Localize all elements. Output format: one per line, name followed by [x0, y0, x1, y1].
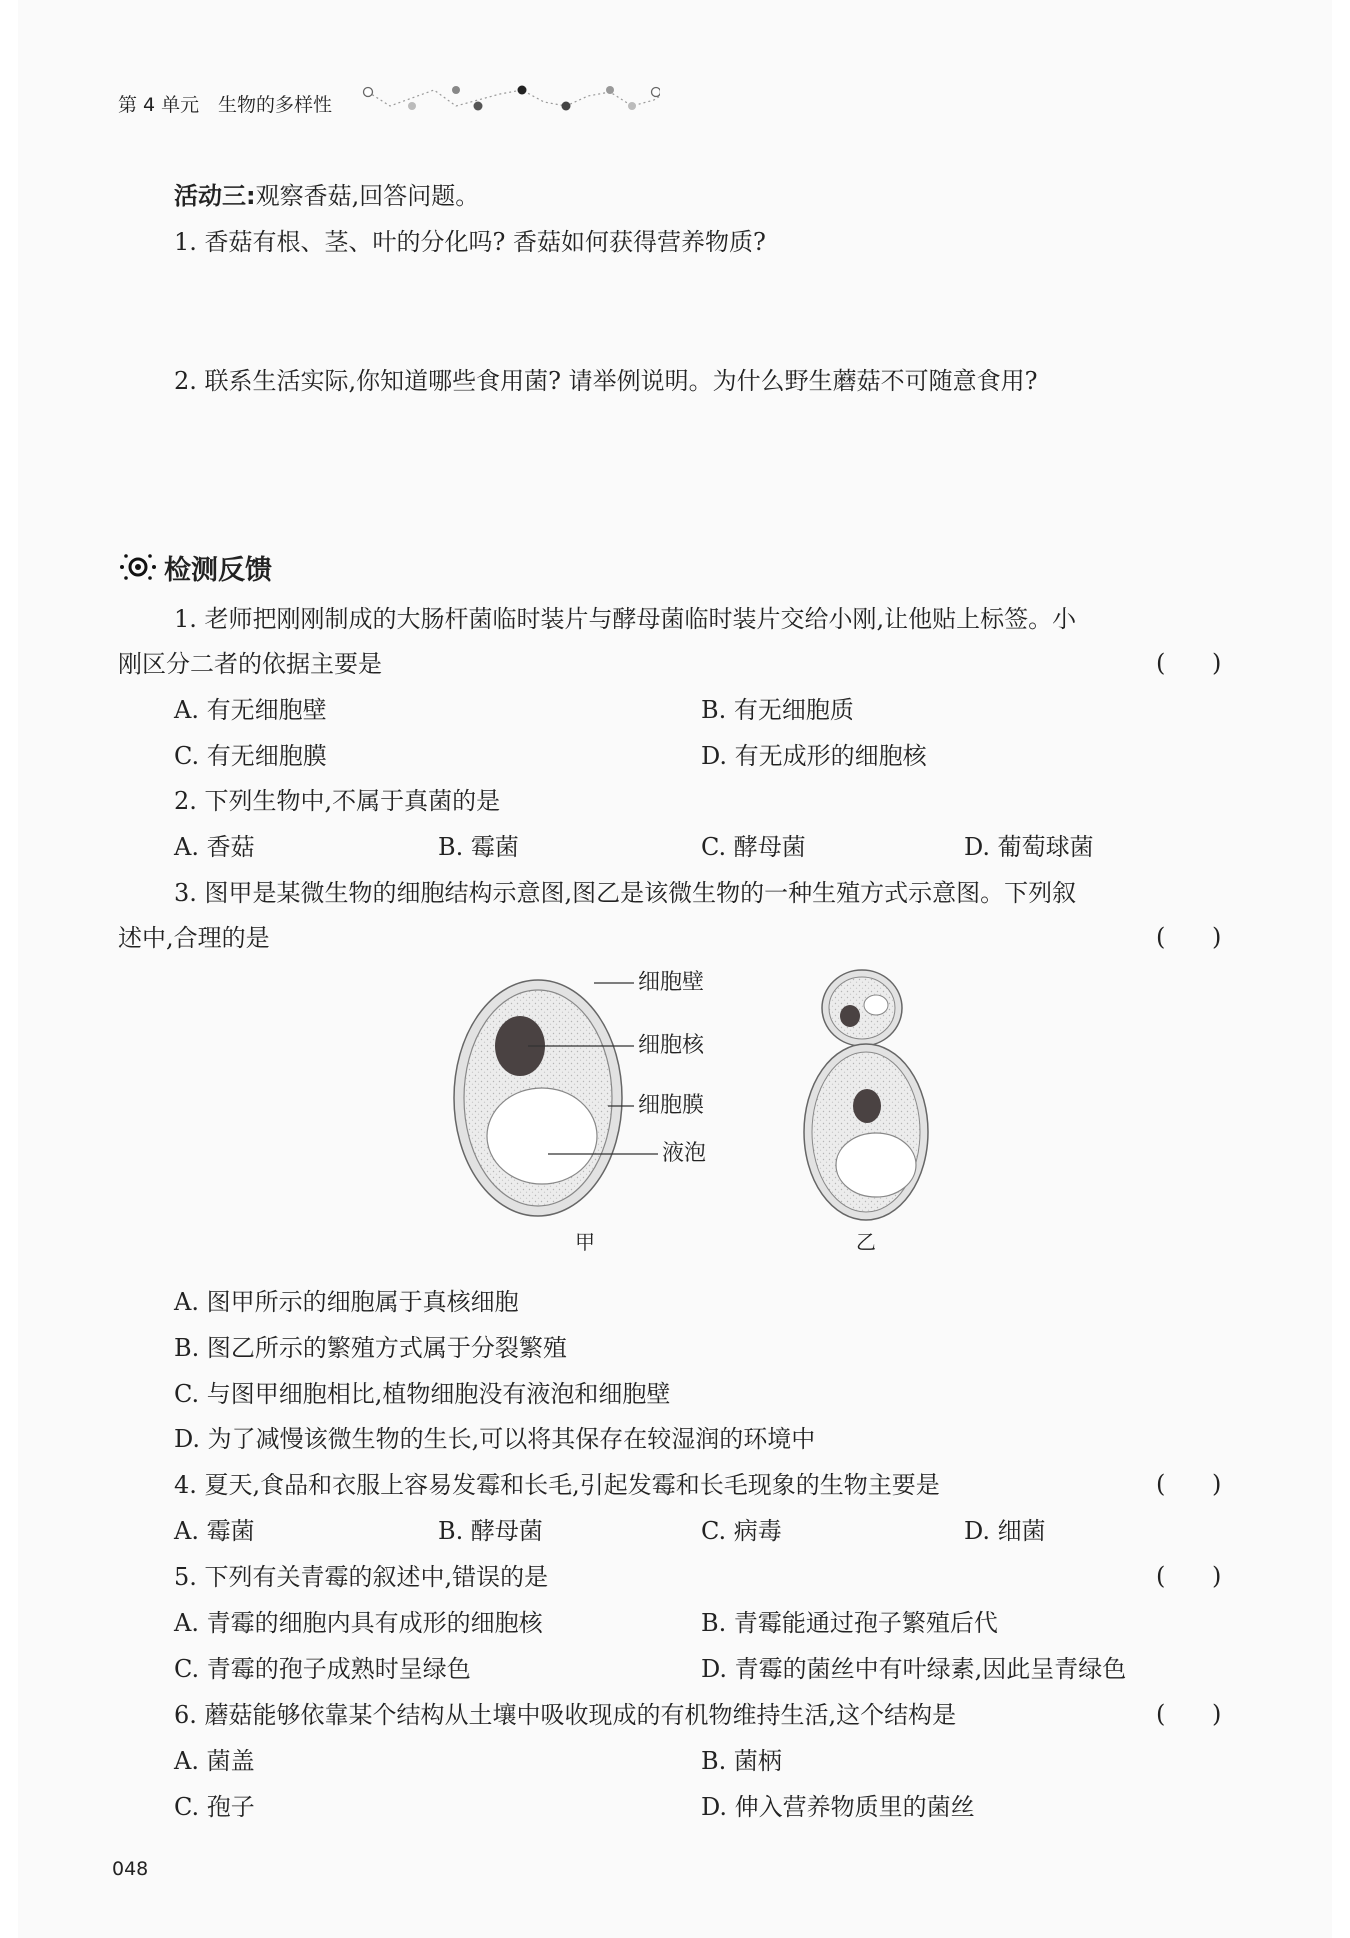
section-title-feedback: 检测反馈	[164, 555, 272, 586]
answer-paren-q4	[1156, 1470, 1268, 1498]
answer-paren-q5	[1156, 1562, 1268, 1590]
label-vacuole: 液泡	[662, 1141, 707, 1166]
paren-close: )	[1212, 1700, 1222, 1728]
cell-jia	[454, 980, 658, 1216]
q1-option-d: D. 有无成形的细胞核	[701, 742, 927, 770]
paren-open: (	[1156, 649, 1166, 677]
q1-option-b: B. 有无细胞质	[701, 696, 854, 724]
paren-close: )	[1212, 923, 1222, 951]
activity3-heading-rest: 观察香菇,回答问题。	[255, 182, 480, 210]
header-dots-decoration	[360, 78, 660, 118]
vacuole	[487, 1088, 597, 1184]
feedback-q1-line2: 刚区分二者的依据主要是	[118, 650, 382, 678]
paren-close: )	[1212, 649, 1222, 677]
paren-open: (	[1156, 1562, 1166, 1590]
feedback-q5-stem: 5. 下列有关青霉的叙述中,错误的是	[174, 1563, 549, 1591]
answer-paren-q3	[1156, 923, 1268, 951]
activity3-question-2: 2. 联系生活实际,你知道哪些食用菌? 请举例说明。为什么野生蘑菇不可随意食用?	[174, 367, 1038, 395]
answer-paren-q6	[1156, 1700, 1268, 1728]
answer-paren-q1	[1156, 649, 1268, 677]
q3-option-b: B. 图乙所示的繁殖方式属于分裂繁殖	[174, 1334, 567, 1362]
feedback-q6-stem: 6. 蘑菇能够依靠某个结构从土壤中吸收现成的有机物维持生活,这个结构是	[174, 1701, 957, 1729]
q4-option-d: D. 细菌	[964, 1517, 1046, 1545]
activity3-heading-bold: 活动三:	[174, 182, 256, 210]
q1-option-a: A. 有无细胞壁	[174, 696, 327, 724]
paren-open: (	[1156, 1470, 1166, 1498]
q3-option-c: C. 与图甲细胞相比,植物细胞没有液泡和细胞壁	[174, 1380, 671, 1408]
activity3-heading	[174, 181, 479, 211]
activity3-question-1: 1. 香菇有根、茎、叶的分化吗? 香菇如何获得营养物质?	[174, 228, 766, 256]
q6-option-a: A. 菌盖	[174, 1747, 255, 1775]
q2-option-b: B. 霉菌	[438, 833, 519, 861]
q4-option-c: C. 病毒	[701, 1517, 782, 1545]
label-nucleus: 细胞核	[638, 1033, 705, 1058]
q5-option-b: B. 青霉能通过孢子繁殖后代	[701, 1609, 998, 1637]
caption-yi: 乙	[856, 1230, 876, 1254]
feedback-q3-line1: 3. 图甲是某微生物的细胞结构示意图,图乙是该微生物的一种生殖方式示意图。下列叙	[174, 879, 1077, 907]
q4-option-b: B. 酵母菌	[438, 1517, 543, 1545]
label-membrane: 细胞膜	[638, 1093, 705, 1118]
q6-option-c: C. 孢子	[174, 1793, 255, 1821]
q5-option-a: A. 青霉的细胞内具有成形的细胞核	[174, 1609, 543, 1637]
paren-close: )	[1212, 1562, 1222, 1590]
page	[18, 0, 1332, 1938]
q5-option-c: C. 青霉的孢子成熟时呈绿色	[174, 1655, 471, 1683]
q4-option-a: A. 霉菌	[174, 1517, 255, 1545]
unit-title: 生物的多样性	[218, 94, 333, 116]
cell-yi	[804, 970, 928, 1220]
q6-option-b: B. 菌柄	[701, 1747, 782, 1775]
feedback-q2-stem: 2. 下列生物中,不属于真菌的是	[174, 787, 501, 815]
q2-option-c: C. 酵母菌	[701, 833, 806, 861]
q6-option-d: D. 伸入营养物质里的菌丝	[701, 1793, 975, 1821]
unit-label: 第 4 单元	[118, 94, 200, 116]
magnifier-icon	[118, 550, 158, 584]
q2-option-a: A. 香菇	[174, 833, 255, 861]
paren-open: (	[1156, 923, 1166, 951]
feedback-q3-line2: 述中,合理的是	[118, 924, 270, 952]
q1-option-c: C. 有无细胞膜	[174, 742, 327, 770]
page-number: 048	[112, 1858, 149, 1880]
caption-jia: 甲	[575, 1230, 595, 1254]
feedback-q4-stem: 4. 夏天,食品和衣服上容易发霉和长毛,引起发霉和长毛现象的生物主要是	[174, 1471, 940, 1499]
q2-option-d: D. 葡萄球菌	[964, 833, 1094, 861]
q3-option-d: D. 为了减慢该微生物的生长,可以将其保存在较湿润的环境中	[174, 1425, 816, 1453]
q5-option-d: D. 青霉的菌丝中有叶绿素,因此呈青绿色	[701, 1655, 1127, 1683]
q3-option-a: A. 图甲所示的细胞属于真核细胞	[174, 1288, 519, 1316]
feedback-q1-line1: 1. 老师把刚刚制成的大肠杆菌临时装片与酵母菌临时装片交给小刚,让他贴上标签。小	[174, 605, 1077, 633]
paren-open: (	[1156, 1700, 1166, 1728]
label-cell-wall: 细胞壁	[638, 970, 705, 995]
paren-close: )	[1212, 1470, 1222, 1498]
